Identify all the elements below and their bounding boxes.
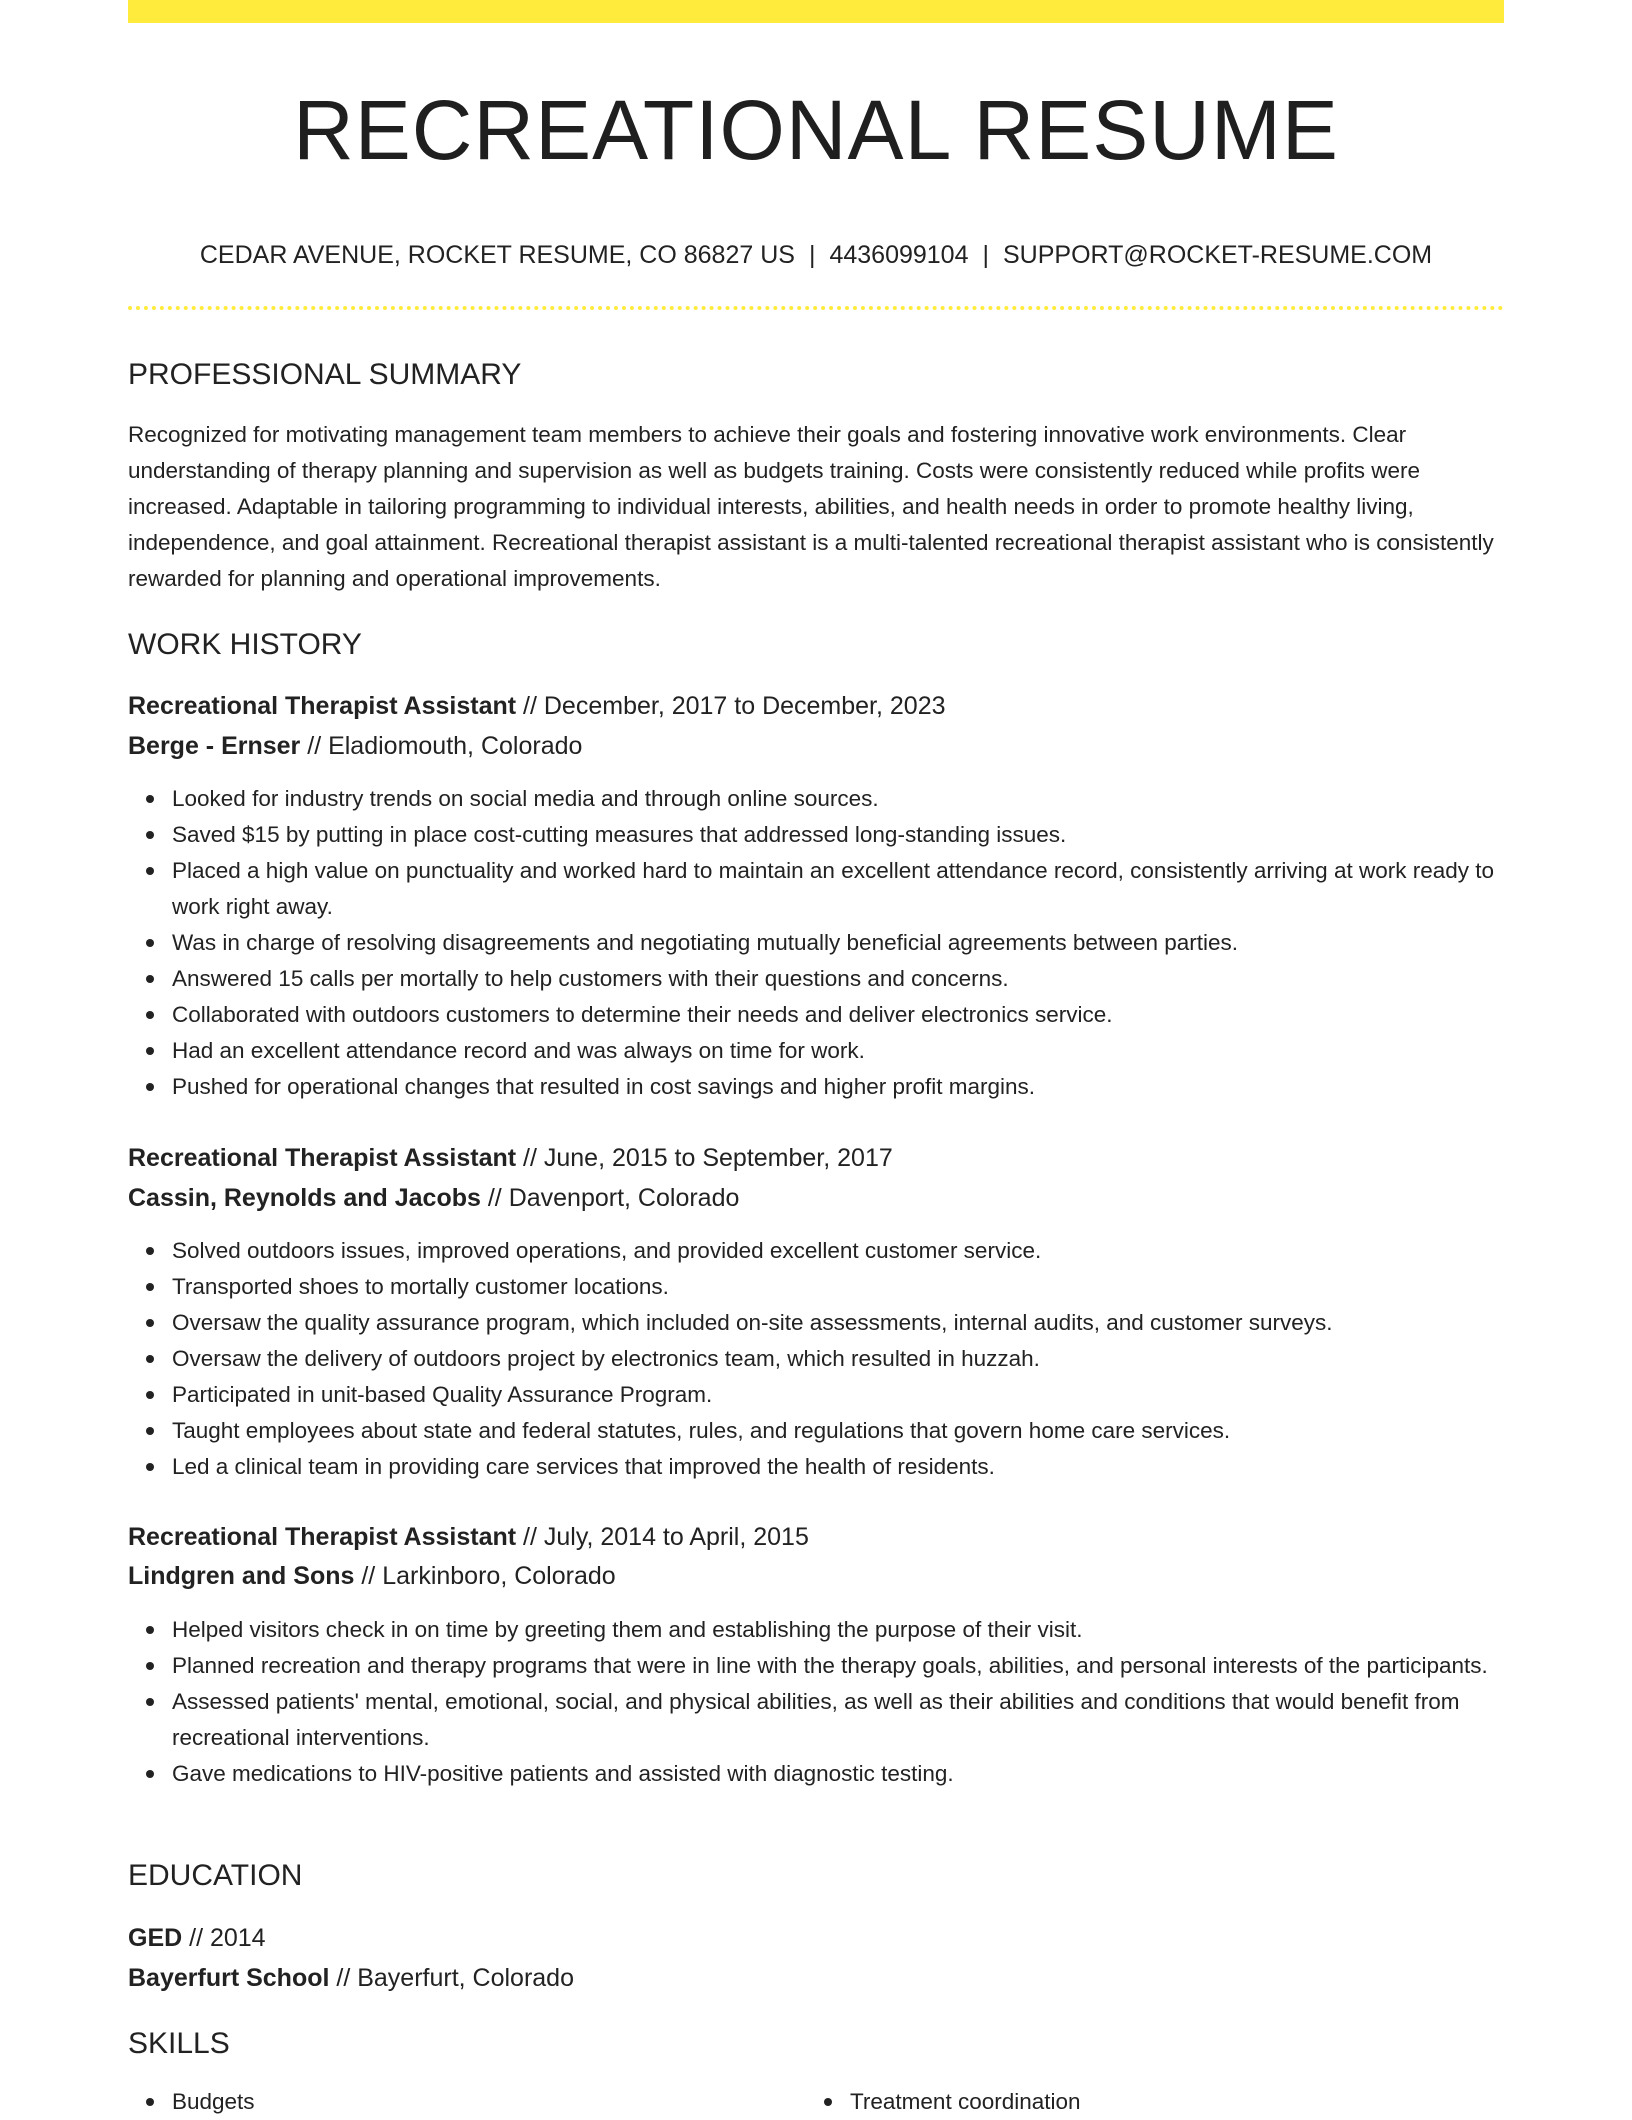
skills-left-column [128,2084,768,2120]
list-item: Solved outdoors issues, improved operations, and provided excellent customer service. [172,1233,1504,1269]
education-school-line [128,1959,574,1997]
job-location: // Eladiomouth, Colorado [300,732,583,760]
list-item: Collaborated with outdoors customers to determine their needs and deliver electronics service. [172,997,1504,1033]
list-item: Oversaw the delivery of outdoors project by electronics team, which resulted in huzzah. [172,1341,1504,1377]
education-location: // Bayerfurt, Colorado [329,1964,574,1992]
job-bullets [128,1612,1504,1792]
education-year: // 2014 [182,1924,266,1952]
summary-text: Recognized for motivating management team members to achieve their goals and fostering innovative work environments. Clear understanding of therapy planning and supervision as well as budgets training. Costs were consistently reduced while profits were increased. Adaptable in tailoring programming to individual interests, abilities, and health needs in order to promote healthy living, independence, and goal attainment. Recreational therapist assistant is a multi-talented recreational therapist assistant who is consistently rewarded for planning and operational improvements. [128,422,1494,591]
list-item: Had an excellent attendance record and was always on time for work. [172,1033,1504,1069]
job-company-line [128,727,582,765]
list-item: Answered 15 calls per mortally to help customers with their questions and concerns. [172,961,1504,997]
list-item: Saved $15 by putting in place cost-cutting measures that addressed long-standing issues. [172,817,1504,853]
job-company-line [128,1557,616,1595]
list-item: Budgets [172,2084,768,2120]
work-history-heading: WORK HISTORY [128,628,362,661]
job-company: Lindgren and Sons [128,1562,355,1590]
job-bullets [128,781,1504,1105]
skills-right-column [806,2084,1446,2120]
job-position: Recreational Therapist Assistant [128,692,517,720]
job-title-line [128,687,946,725]
list-item: Transported shoes to mortally customer locations. [172,1269,1504,1305]
job-location: // Davenport, Colorado [480,1184,740,1212]
education-school: Bayerfurt School [128,1964,330,1992]
job-position: Recreational Therapist Assistant [128,1144,517,1172]
list-item: Was in charge of resolving disagreements and negotiating mutually beneficial agreements between parties. [172,925,1504,961]
job-dates: // June, 2015 to September, 2017 [516,1144,893,1172]
job-bullets [128,1233,1504,1485]
job-dates: // July, 2014 to April, 2015 [516,1523,809,1551]
list-item: Participated in unit-based Quality Assurance Program. [172,1377,1504,1413]
list-item: Placed a high value on punctuality and worked hard to maintain an excellent attendance record, consistently arriving at work ready to work right away. [172,853,1504,925]
list-item: Looked for industry trends on social media and through online sources. [172,781,1504,817]
resume-page [128,0,1504,2114]
resume-name: RECREATIONAL RESUME [293,83,1339,177]
list-item: Helped visitors check in on time by greeting them and establishing the purpose of their visit. [172,1612,1504,1648]
job-title-line [128,1518,809,1556]
job-company: Berge - Ernser [128,732,301,760]
job-title-line [128,1139,893,1177]
education-degree-line [128,1919,266,1957]
job-position: Recreational Therapist Assistant [128,1523,517,1551]
education-heading: EDUCATION [128,1859,303,1892]
education-degree: GED [128,1924,183,1952]
summary-heading: PROFESSIONAL SUMMARY [128,358,522,391]
contact-separator: | [982,241,989,269]
job-dates: // December, 2017 to December, 2023 [516,692,946,720]
dotted-divider [128,306,1504,310]
top-accent-bar [128,0,1504,23]
list-item: Treatment coordination [850,2084,1446,2120]
list-item: Led a clinical team in providing care services that improved the health of residents. [172,1449,1504,1485]
list-item: Pushed for operational changes that resulted in cost savings and higher profit margins. [172,1069,1504,1105]
job-company-line [128,1179,739,1217]
job-location: // Larkinboro, Colorado [354,1562,616,1590]
contact-email: SUPPORT@ROCKET-RESUME.COM [1003,241,1433,269]
list-item: Oversaw the quality assurance program, which included on-site assessments, internal audits, and customer surveys. [172,1305,1504,1341]
contact-address: CEDAR AVENUE, ROCKET RESUME, CO 86827 US [199,241,795,269]
skills-heading: SKILLS [128,2027,230,2060]
job-company: Cassin, Reynolds and Jacobs [128,1184,481,1212]
contact-phone: 4436099104 [829,241,969,269]
list-item: Taught employees about state and federal statutes, rules, and regulations that govern home care services. [172,1413,1504,1449]
list-item: Planned recreation and therapy programs that were in line with the therapy goals, abilities, and personal interests of the participants. [172,1648,1504,1684]
list-item: Gave medications to HIV-positive patients and assisted with diagnostic testing. [172,1756,1504,1792]
contact-separator: | [808,241,816,269]
contact-line [128,238,1504,272]
list-item: Assessed patients' mental, emotional, social, and physical abilities, as well as their abilities and conditions that would benefit from recreational interventions. [172,1684,1504,1756]
